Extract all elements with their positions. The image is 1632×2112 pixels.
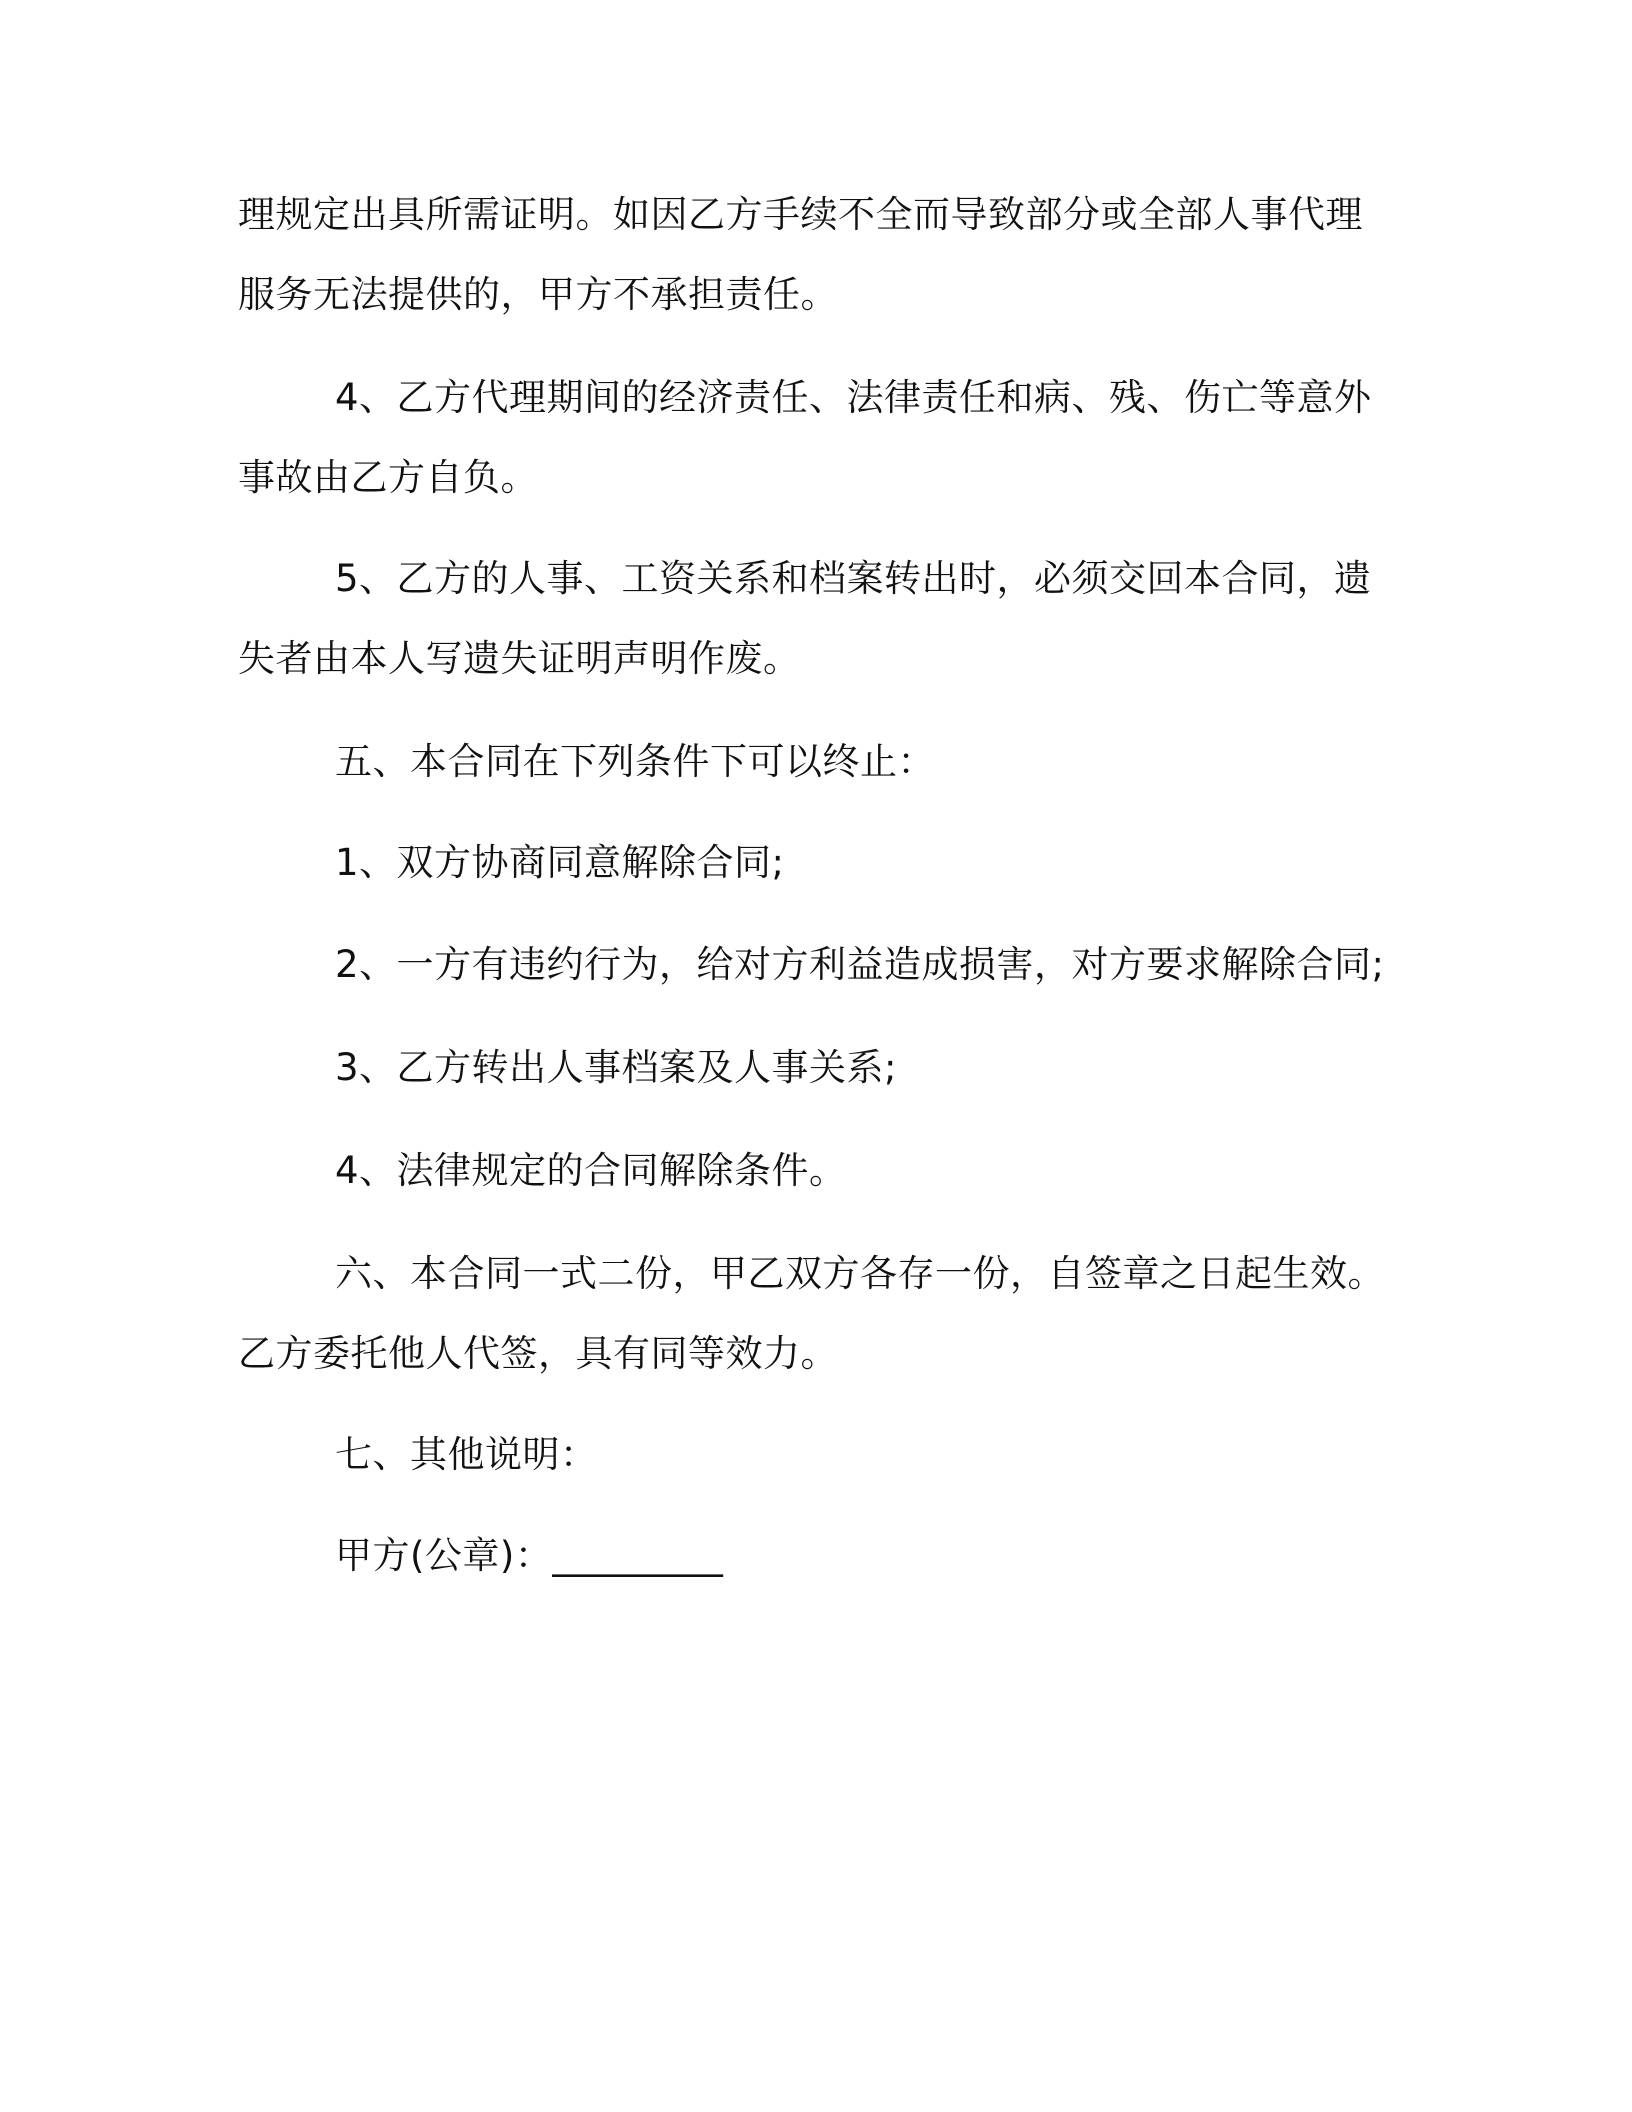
list-item-4 bbox=[238, 1131, 1398, 1211]
text-line: 4、法律规定的合同解除条件。 bbox=[335, 1149, 847, 1192]
text-line: 3、乙方转出人事档案及人事关系; bbox=[335, 1046, 898, 1089]
text-line: 七、其他说明： bbox=[335, 1433, 598, 1476]
paragraph-clause-5 bbox=[238, 539, 1398, 699]
text-line: 五、本合同在下列条件下可以终止： bbox=[335, 740, 935, 783]
text-line: 六、本合同一式二份，甲乙双方各存一份，自签章之日起生效。 bbox=[335, 1252, 1385, 1295]
text-line: 失者由本人写遗失证明声明作废。 bbox=[238, 637, 801, 680]
text-line: 2、一方有违约行为，给对方利益造成损害，对方要求解除合同; bbox=[335, 943, 1385, 986]
text-line: 服务无法提供的，甲方不承担责任。 bbox=[238, 273, 838, 316]
section-heading-7 bbox=[238, 1415, 1398, 1495]
text-line: 5、乙方的人事、工资关系和档案转出时，必须交回本合同，遗 bbox=[335, 557, 1372, 600]
section-heading-6 bbox=[238, 1234, 1398, 1394]
paragraph-continuation bbox=[238, 175, 1398, 335]
party-a-signature-line bbox=[238, 1516, 1398, 1596]
list-item-2 bbox=[238, 925, 1398, 1005]
list-item-1 bbox=[238, 823, 1398, 903]
text-line: 理规定出具所需证明。如因乙方手续不全而导致部分或全部人事代理 bbox=[238, 193, 1363, 236]
text-line: 事故由乙方自负。 bbox=[238, 456, 538, 499]
list-item-3 bbox=[238, 1028, 1398, 1108]
text-line: 乙方委托他人代签，具有同等效力。 bbox=[238, 1332, 838, 1375]
text-line: 4、乙方代理期间的经济责任、法律责任和病、残、伤亡等意外 bbox=[335, 376, 1372, 419]
text-line: 甲方(公章)：_________ bbox=[335, 1534, 724, 1577]
text-line: 1、双方协商同意解除合同; bbox=[335, 841, 785, 884]
section-heading-5 bbox=[238, 722, 1398, 802]
paragraph-clause-4 bbox=[238, 358, 1398, 518]
